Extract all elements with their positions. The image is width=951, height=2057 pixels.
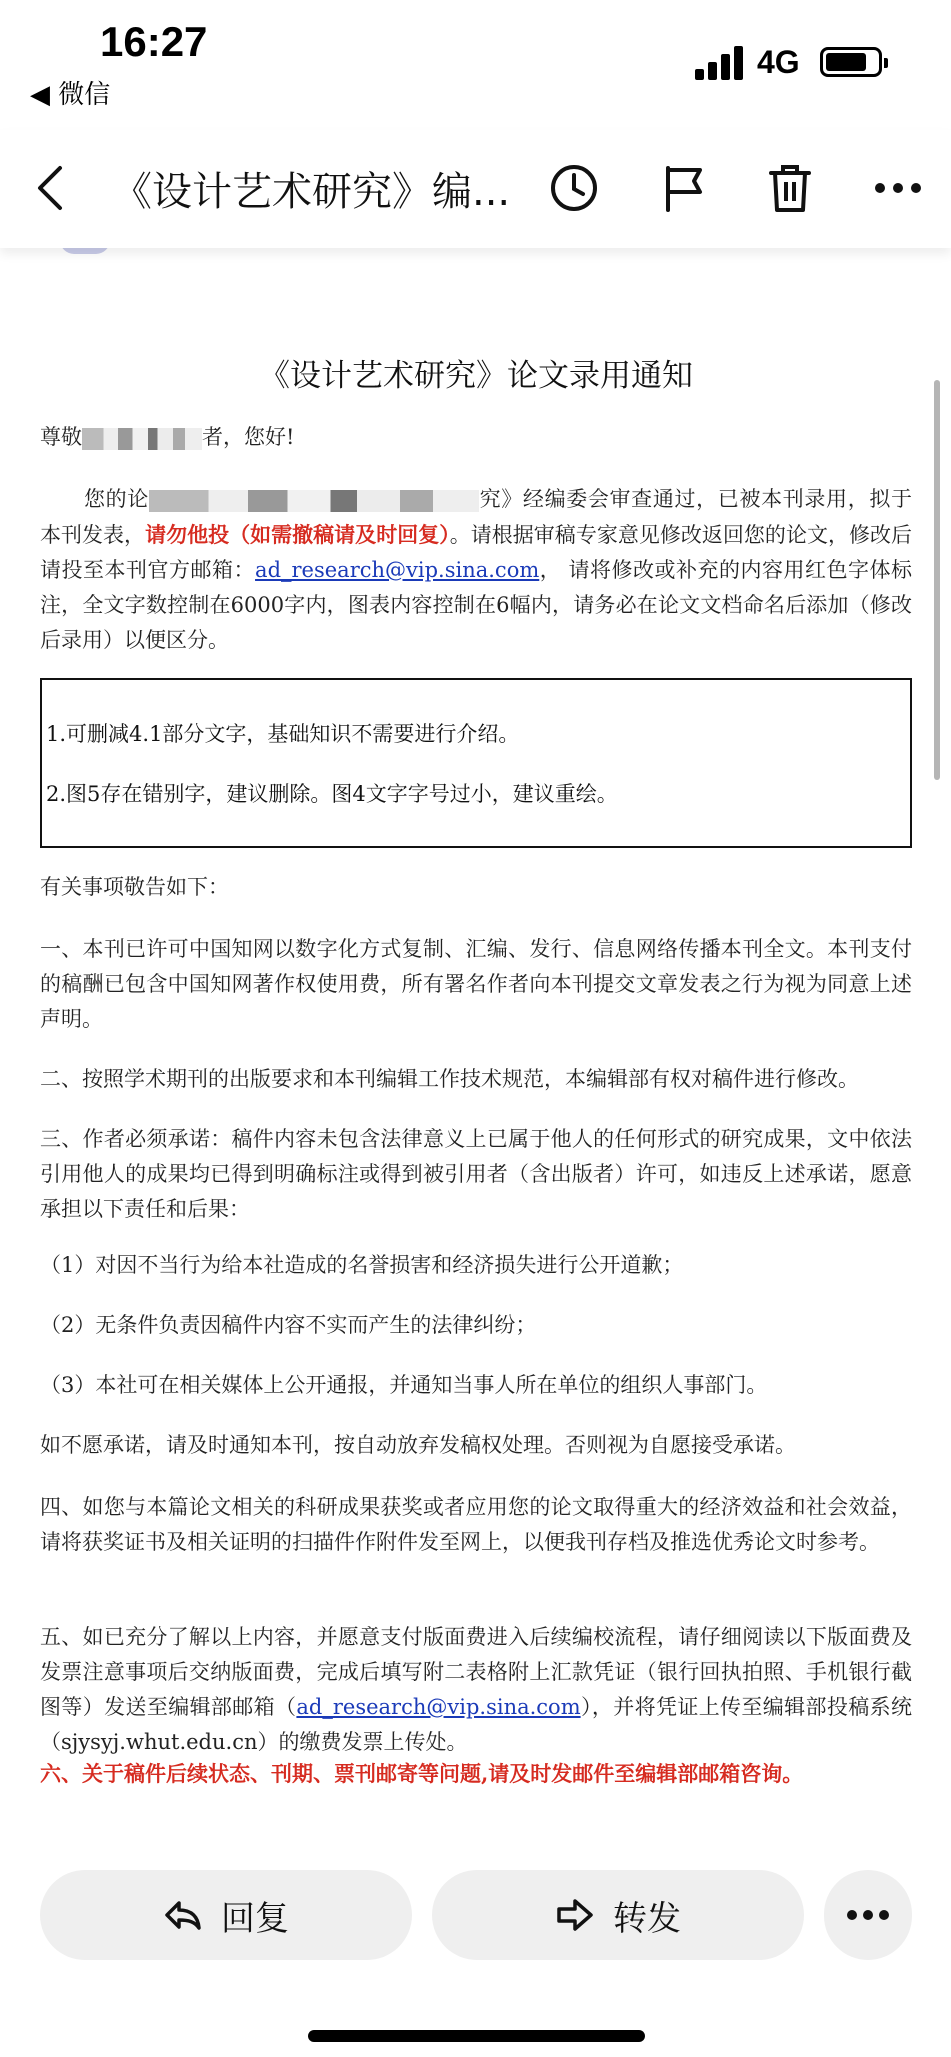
greeting-start: 尊敬 [40, 425, 82, 449]
review-comment-1: 1.可删减4.1部分文字，基础知识不需要进行介绍。 [46, 722, 520, 746]
review-comments-box [40, 678, 912, 848]
trash-icon[interactable] [762, 160, 818, 216]
do-not-submit-elsewhere-warning: 请勿他投（如需撤稿请及时回复） [145, 522, 450, 547]
payment-email-link[interactable]: ad_research@vip.sina.com [296, 1695, 581, 1719]
network-type: 4G [757, 44, 800, 80]
intro-mid: 究》经编委会审查通过，已被本刊录用，拟于本刊发表， [40, 487, 913, 547]
notice-item-1: 一、本刊已许可中国知网以数字化方式复制、汇编、发行、信息网络传播本刊全文。本刊支付的稿酬已包含中国知网著作权使用费，所有署名作者向本刊提交文章发表之行为视为同意上述声明。 [40, 937, 912, 1031]
reply-label: 回复 [221, 1898, 289, 1939]
review-comment-2: 2.图5存在错别字，建议删除。图4文字字号过小，建议重绘。 [46, 782, 618, 806]
editorial-email-link[interactable]: ad_research@vip.sina.com [255, 558, 540, 582]
redacted-paper-title [149, 490, 479, 512]
scrollbar[interactable] [934, 380, 940, 780]
redacted-author-name [82, 428, 202, 450]
notice-item-3-2: （2）无条件负责因稿件内容不实而产生的法律纠纷； [40, 1313, 537, 1337]
notice-item-3-3: （3）本社可在相关媒体上公开通报，并通知当事人所在单位的组织人事部门。 [40, 1373, 768, 1397]
back-chevron-icon[interactable] [30, 162, 70, 214]
item-5-start: 五、如已充分了解以上内容，并愿意支付版面费进入后续编校流程，请仔细阅读以下版面费及发票注意事项后交纳版面费，完成后填写附二表格附上汇款凭证（银行回执拍照、手机银行截图等）发送至编辑部邮箱（ [40, 1625, 912, 1719]
item-5-end: ），并将凭证上传至编辑部投稿系统（sjysyj.whut.edu.cn）的缴费发票上传处。 [40, 1695, 912, 1754]
status-bar [0, 0, 951, 130]
more-options-icon[interactable] [870, 160, 926, 216]
notice-item-3-1: （1）对因不当行为给本社造成的名誉损害和经济损失进行公开道歉； [40, 1253, 684, 1277]
forward-button[interactable] [432, 1870, 804, 1960]
notice-title: 《设计艺术研究》论文录用通知 [259, 358, 693, 394]
notice-item-6: 六、关于稿件后续状态、刊期、票刊邮寄等问题,请及时发邮件至编辑部邮箱咨询。 [40, 1761, 804, 1786]
acceptance-paragraph [40, 482, 912, 658]
notice-item-5 [40, 1620, 912, 1760]
reply-button[interactable] [40, 1870, 412, 1960]
refuse-note: 如不愿承诺，请及时通知本刊，按自动放弃发稿权处理。否则视为自愿接受承诺。 [40, 1433, 796, 1457]
notice-item-3: 三、作者必须承诺：稿件内容未包含法律意义上已属于他人的任何形式的研究成果，文中依法引用他人的成果均已得到明确标注或得到被引用者（含出版者）许可，如违反上述承诺，愿意承担以下责任和后果： [40, 1127, 912, 1221]
forward-label: 转发 [613, 1898, 681, 1939]
mail-subject-title: 《设计艺术研究》编... [112, 169, 511, 215]
home-indicator[interactable] [308, 2030, 645, 2042]
greeting [40, 420, 912, 455]
cellular-signal-icon [695, 46, 745, 80]
more-actions-button[interactable] [824, 1870, 912, 1960]
battery-icon [820, 47, 882, 77]
notice-item-2: 二、按照学术期刊的出版要求和本刊编辑工作技术规范，本编辑部有权对稿件进行修改。 [40, 1067, 859, 1091]
mail-nav-bar [0, 130, 951, 248]
notice-item-4: 四、如您与本篇论文相关的科研成果获奖或者应用您的论文取得重大的经济效益和社会效益，请将获奖证书及相关证明的扫描件作附件发至网上，以便我刊存档及推选优秀论文时参考。 [40, 1495, 912, 1554]
bottom-action-bar [0, 1858, 951, 2057]
intro-instructions: 。请根据审稿专家意见修改返回您的论文，修改后请投至本刊官方邮箱： [40, 523, 913, 582]
intro-end: ， 请将修改或补充的内容用红色字体标注，全文字数控制在6000字内，图表内容控制在6幅内，请务必在论文文档命名后添加（修改后录用）以便区分。 [40, 558, 912, 652]
greeting-end: 者，您好! [202, 425, 295, 449]
back-to-wechat-link[interactable]: ◀ 微信 [30, 80, 111, 110]
forward-arrow-icon [555, 1895, 595, 1935]
ellipsis-icon [846, 1909, 890, 1921]
notice-heading: 有关事项敬告如下： [40, 875, 229, 899]
flag-icon[interactable] [656, 160, 712, 216]
reply-arrow-icon [163, 1895, 203, 1935]
status-time: 16:27 [100, 18, 208, 65]
intro-start: 您的论 [84, 487, 149, 511]
clock-icon[interactable] [546, 160, 602, 216]
